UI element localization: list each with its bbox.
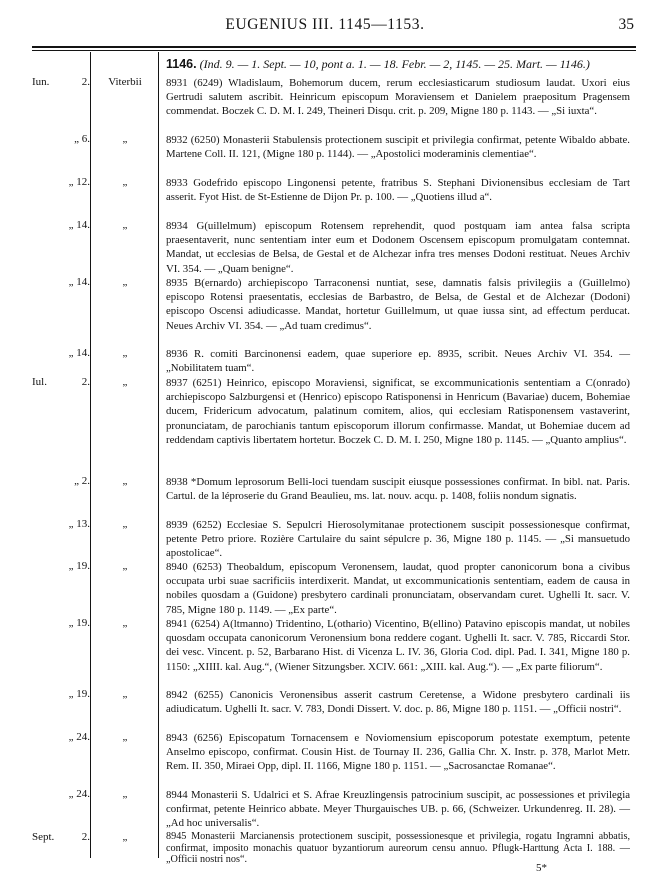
year-heading xyxy=(166,57,590,72)
regest-entry-8934: 8934 G(uillelmum) episcopum Rotensem reprehendit, quod postquam iam antea falsa scripta praesentaverit, nunc sententiam inter eum et Dodonem Oscensem episcopum promulgatam contemnat. Mandat, ut ecclesias de Belsa, de Gestal et de Alchezar infra tres menses Dodoni restituat. Neues Archiv VI. 354. — „Quam benigne“. xyxy=(166,220,630,275)
entry-place: „ xyxy=(122,133,128,145)
regest-entry-8945: 8945 Monasterii Marcianensis protectionem suscipit, possessionesque et privilegia, rogatu Ingramni abbatis, confirmat, imposito monachis quatuor byzantiorum aureorum censu annuo. Pflugk-Harttung Acta I. 188. — „Officii nostri nos“. xyxy=(166,831,630,865)
entry-place: „ xyxy=(122,347,128,359)
entry-day: 2. xyxy=(81,376,90,388)
entry-day: 2. xyxy=(81,831,90,843)
entry-month: Iun. xyxy=(32,76,50,88)
entry-place: „ xyxy=(122,276,128,288)
entry-place: „ xyxy=(122,831,128,843)
entry-day: „ 6. xyxy=(74,133,90,145)
entry-day: „ 24. xyxy=(68,731,90,743)
entry-place: „ xyxy=(122,560,128,572)
entry-day: 2. xyxy=(81,76,90,88)
entry-place: „ xyxy=(122,518,128,530)
entry-day: „ 14. xyxy=(68,347,90,359)
entry-day: „ 12. xyxy=(68,176,90,188)
regest-entry-8944: 8944 Monasterii S. Udalrici et S. Afrae Kreuzlingensis patrocinium suscipit, ac possessiones et privilegia confirmat, petente Heinrico abbate. Meyer Thurgauisches UB. p. 66, (Schweizer. Urkundenreg. II. 28). — „Ad hoc universalis“. xyxy=(166,789,630,830)
entry-place: „ xyxy=(122,731,128,743)
entry-day: „ 19. xyxy=(68,617,90,629)
regest-entry-8941: 8941 (6254) A(ltmanno) Tridentino, L(othario) Vicentino, B(ellino) Patavino episcopis mandat, ut nobiles quosdam occupata canonicorum Veronensium bona reddere cogant. Ughelli It. sacr. V. 785, Riccardi Stor. dei vesc. Vincent. p. 52, Barbarano Hist. di Vicenza L. IV. 36, Gloria Cod. dipl. Pad. I. 341, Migne 180 p. 1150: „XIIII. kal. Aug.“, (Wiener Sitzungsber. XCIV. 661: „XIII. kal. Aug.“). — „Ex parte filiorum“. xyxy=(166,618,630,673)
entry-day: „ 19. xyxy=(68,560,90,572)
entry-day: „ 19. xyxy=(68,688,90,700)
entry-place: Viterbii xyxy=(108,76,142,88)
regest-entry-8943: 8943 (6256) Episcopatum Tornacensem e Noviomensium episcoporum potestate exemptum, petente Anselmo episcopo, confirmat. Cousin Hist. de Tournay II. 236, Gallia Chr. X. Instr. p. 378, Marlot Metr. Rem. II. 350, Miraei Opp, dipl. II. 1166, Migne 180 p. 1151. — „Sacrosanctae Romanae“. xyxy=(166,732,630,773)
regest-entry-8932: 8932 (6250) Monasterii Stabulensis protectionem suscipit et privilegia confirmat, petente Wibaldo abbate. Martene Coll. II. 121, (Migne 180 p. 1144). — „Apostolici moderaminis clementiae“. xyxy=(166,134,630,161)
running-title: EUGENIUS III. 1145—1153. xyxy=(225,16,425,33)
regest-entry-8935: 8935 B(ernardo) archiepiscopo Tarraconensi nuntiat, sese, damnatis falsis privilegiis a (Guillelmo) episcopo Rotensi praesentatis, ecclesias de Barbastro, de Belsa, de Gestal et de Alchezar (Dodoni) episcopo Oscensi adiudicasse. Mandat, hortetur Guillelmum, ut quae iussa sint, ad effectum perducat. Neues Archiv VI. 354. — „Ad tuam credimus“. xyxy=(166,277,630,332)
column-divider-date xyxy=(90,52,91,858)
entry-place: „ xyxy=(122,176,128,188)
regest-entry-8939: 8939 (6252) Ecclesiae S. Sepulcri Hierosolymitanae protectionem suscipit possessionesque confirmat, petente Petro priore. Rozière Cartulaire du saint sépulcre p. 36, Migne 180 p. 1145. — „Si mansuetudo apostolicae“. xyxy=(166,519,630,560)
entry-month: Iul. xyxy=(32,376,47,388)
entry-place: „ xyxy=(122,219,128,231)
regest-entry-8937: 8937 (6251) Heinrico, episcopo Moraviensi, significat, se excommunicationis sententiam a C(onrado) archiepiscopo Salzburgensi et (Henrico) episcopo Ratisponensi in Henricum (Bavariae) ducem, Bohemiae ducem, Fridericum advocatum, palatinum comitem, alios, qui ecclesiam Ratisponensem vastaverint, pronunciatam, de parochianis tantum episcoporum illorum confirmasse. Mandat, ut Bohemiae ducem ad reddendam captivis libertatem hortetur. Boczek C. D. M. I. 250, Migne 180 p. 1145. — „Quanto amplius“. xyxy=(166,377,630,446)
year-meta: (Ind. 9. — 1. Sept. — 10, pont a. 1. — 18. Febr. — 2, 1145. — 25. Mart. — 1146.) xyxy=(199,57,590,71)
regest-entry-8940: 8940 (6253) Theobaldum, episcopum Veronensem, laudat, quod propter canonicorum bona a civibus occupata urbi suae sacrificiis interdixerit. Mandat, ut excommunicationis sententiam, eadem de causa in nobiles quosdam a (Guidone) presbytero cardinali pronunciatam, observandam curet. Ughelli It. sacr. V. 785, Migne 180 p. 1149. — „Ex parte“. xyxy=(166,561,630,616)
entry-day: „ 2. xyxy=(74,475,90,487)
entry-day: „ 13. xyxy=(68,518,90,530)
entry-place: „ xyxy=(122,376,128,388)
column-divider-place xyxy=(158,52,159,858)
entry-day: „ 14. xyxy=(68,276,90,288)
signature-mark: 5* xyxy=(536,862,547,874)
regest-entry-8931: 8931 (6249) Wladislaum, Bohemorum ducem, rerum ecclesiasticarum studiosum laudat. Uxori eius Gertrudi salutem ascribit. Heinricum episcopum Moraviensem et Danielem praepositum Pragensem commendat. Boczek C. D. M. I. 249, Theineri Disqu. crit. p. 209, Migne 180 p. 1143. — „Si iuxta“. xyxy=(166,77,630,118)
regest-entry-8933: 8933 Godefrido episcopo Lingonensi petente, fratribus S. Stephani Divionensibus ecclesiam de Tart asserit. Fyot Hist. de St-Estienne de Dijon Pr. p. 100. — „Quotiens illud a“. xyxy=(166,177,630,204)
entry-place: „ xyxy=(122,617,128,629)
entry-place: „ xyxy=(122,688,128,700)
entry-place: „ xyxy=(122,475,128,487)
entry-month: Sept. xyxy=(32,831,55,843)
entry-place: „ xyxy=(122,788,128,800)
regest-entry-8942: 8942 (6255) Canonicis Veronensibus asserit castrum Ceretense, a Widone presbytero cardinali iis adiudicatum. Ughelli It. sacr. V. 783, Dondi Dissert. V. doc. p. 86, Migne 180 p. 1151. — „Officii nostri“. xyxy=(166,689,630,716)
regest-entry-8938: 8938 *Domum leprosorum Belli-loci tuendam suscipit eiusque possessiones confirmat. In bibl. nat. Paris. Cartul. de la léproserie du Grand Beaulieu, ms. lat. nouv. acqu. p. 1408, foliis nondum signatis. xyxy=(166,476,630,503)
entry-day: „ 14. xyxy=(68,219,90,231)
header-rule-thin xyxy=(32,50,636,51)
header-rule-thick xyxy=(32,46,636,48)
year-number: 1146. xyxy=(166,57,197,71)
entry-day: „ 24. xyxy=(68,788,90,800)
page-number: 35 xyxy=(618,16,634,33)
regest-entry-8936: 8936 R. comiti Barcinonensi eadem, quae superiore ep. 8935, scribit. Neues Archiv VI. 354. — „Nobilitatem tuam“. xyxy=(166,348,630,375)
